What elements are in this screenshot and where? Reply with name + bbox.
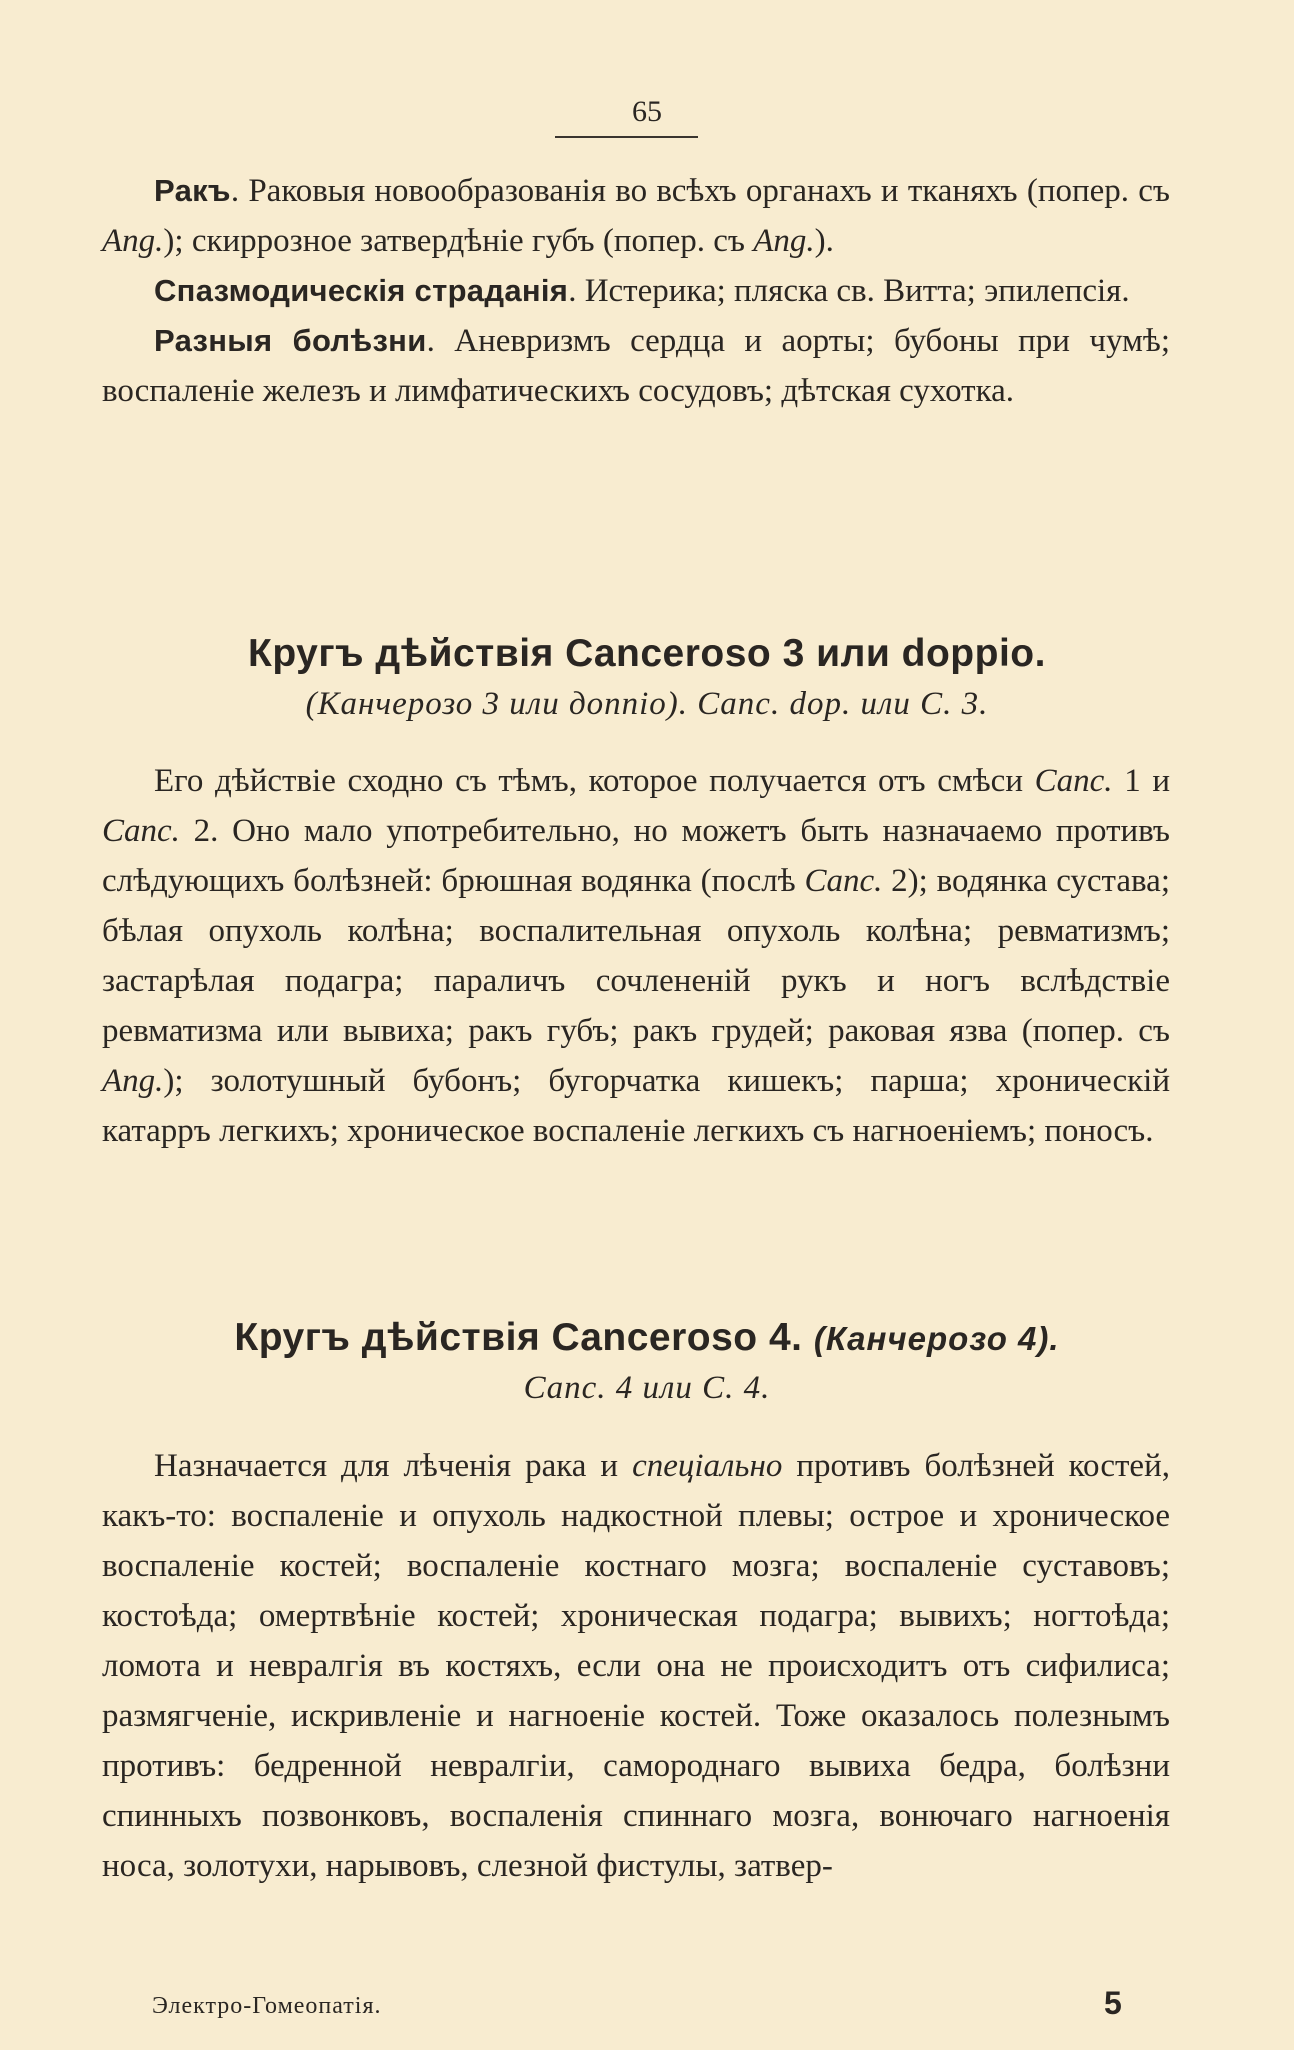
disease-list-section [102,166,1170,416]
heading-title: Кругъ дѣйствія Cancеroso 3 или doppio. [248,632,1046,675]
term-spasmodic: Спазмодическія страданія [154,273,569,308]
footer-signature-mark: 5 [1104,1985,1122,2021]
paragraph-canceroso-3: Его дѣйствіе сходно съ тѣмъ, которое получается отъ смѣси Canc. 1 и Canc. 2. Оно мало употребительно, но можетъ быть назначаемо противъ слѣдующихъ болѣзней: брюшная водянка (послѣ Canc. 2); водянка сустава; бѣлая опухоль колѣна; воспалительная опухоль колѣна; ревматизмъ; застарѣлая подагра; параличъ сочлененій рукъ и ногъ вслѣдствіе ревматизма или вывиха; ракъ губъ; ракъ грудей; раковая язва (попер. съ Ang.); золотушный бубонъ; бугорчатка кишекъ; парша; хроническій катарръ легкихъ; хроническое воспаленіе легкихъ съ нагноеніемъ; поносъ. [102,763,1170,1149]
heading-subtitle: (Канчерозо 3 или доппіо). Canc. dop. или С. 3. [305,686,989,722]
page-number: 65 [632,95,662,128]
heading-canceroso-3 [102,628,1192,728]
paragraph-canceroso-4: Назначается для лѣченія рака и спеціально противъ болѣзней костей, какъ-то: воспаленіе и опухоль надкостной плевы; острое и хроническое воспаленіе костей; воспаленіе костнаго мозга; воспаленіе суставовъ; костоѣда; омертвѣніе костей; хроническая подагра; вывихъ; ногтоѣда; ломота и невралгія въ костяхъ, если она не происходитъ отъ сифилиса; размягченіе, искривленіе и нагноеніе костей. Тоже оказалось полезнымъ противъ: бедренной невралгіи, самороднаго вывиха бедра, болѣзни спинныхъ позвонковъ, воспаленія спиннаго мозга, вонючаго нагноенія носа, золотухи, нарывовъ, слезной фистулы, затвер- [102,1448,1170,1884]
paragraph-various: Разныя болѣзни. Аневризмъ сердца и аорты; бубоны при чумѣ; воспаленіе железъ и лимфатическихъ сосудовъ; дѣтская сухотка. [102,323,1171,409]
footer-book-title: Электро-Гомеопатія. [152,1993,382,2019]
heading-subtitle: Canc. 4 или С. 4. [523,1370,771,1406]
heading-title: Кругъ дѣйствія Cancеroso 4. (Канчерозо 4). [234,1316,1060,1359]
term-various: Разныя болѣзни [154,323,427,358]
paragraph-spasmodic: Спазмодическія страданія. Истерика; пляска св. Витта; эпилепсія. [154,273,1130,309]
heading-canceroso-4 [102,1312,1192,1412]
paragraph-cancer: Ракъ. Раковыя новообразованія во всѣхъ органахъ и тканяхъ (попер. съ Ang.); скиррозное затвердѣніе губъ (попер. съ Ang.). [102,173,1170,259]
term-cancer: Ракъ [154,173,231,208]
header-rule [555,136,698,138]
